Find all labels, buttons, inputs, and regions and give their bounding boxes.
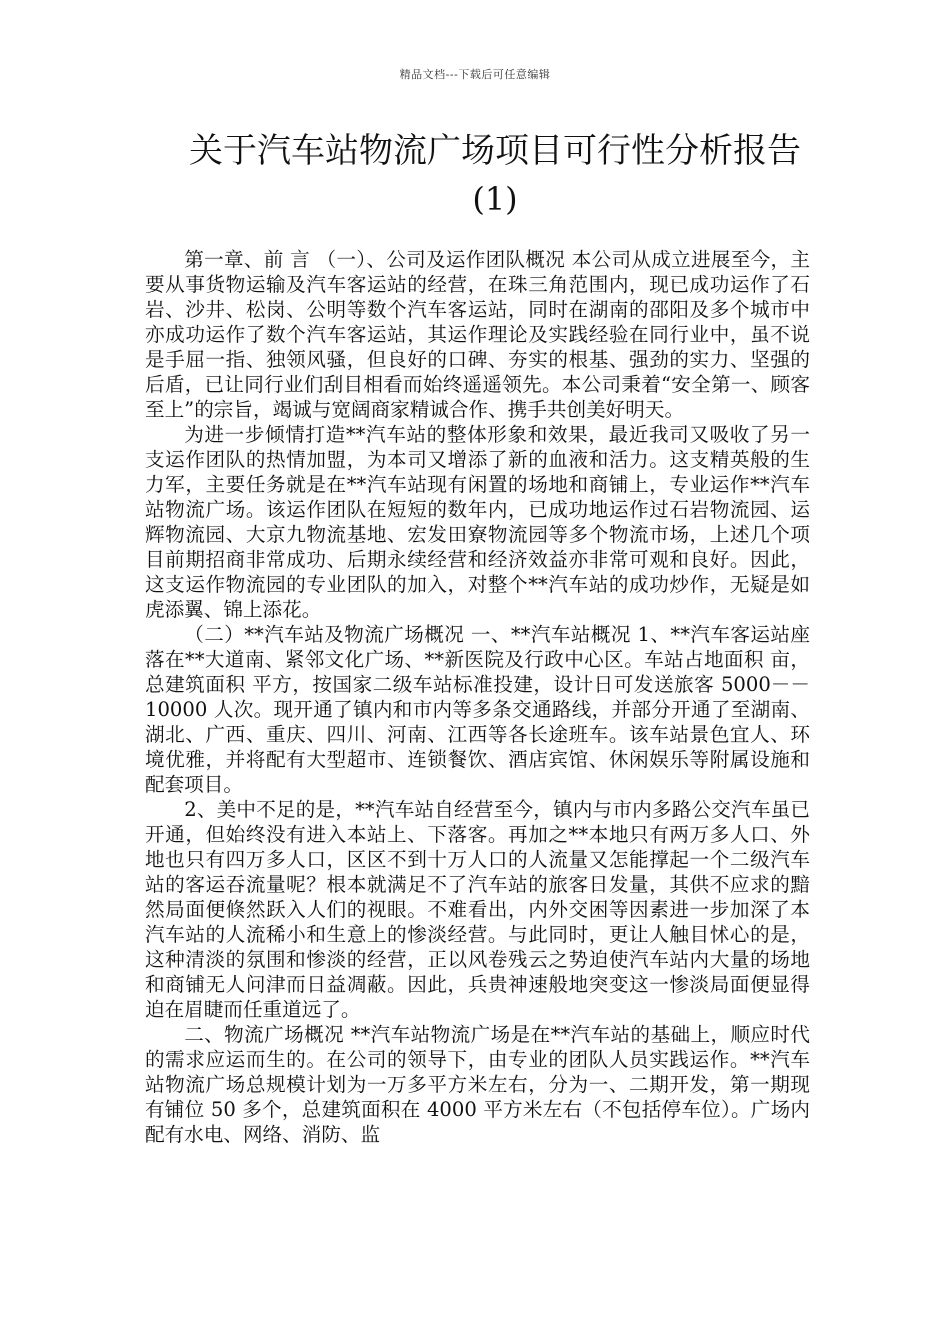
document-title: [95, 128, 895, 222]
paragraph-4: 2、美中不足的是，**汽车站自经营至今，镇内与市内多路公交汽车虽已开通，但始终没有进入本站上、下落客。再加之**本地只有两万多人口、外地也只有四万多人口，区区不到十万人口的人流量又怎能撑起一个二级汽车站的客运吞流量呢？根本就满足不了汽车站的旅客日发量，其供不应求的黯然局面便倏然跃入人们的视眼。不难看出，内外交困等因素进一步加深了本汽车站的人流稀小和生意上的惨淡经营。与此同时，更让人触目怵心的是，这种清淡的氛围和惨淡的经营，正以风卷残云之势迫使汽车站内大量的场地和商铺无人问津而日益凋蔽。因此，兵贵神速般地突变这一惨淡局面便显得迫在眉睫而任重道远了。: [145, 798, 810, 1021]
document-body: [145, 247, 810, 1147]
paragraph-5: 二、物流广场概况 **汽车站物流广场是在**汽车站的基础上，顺应时代的需求应运而生的。在公司的领导下，由专业的团队人员实践运作。**汽车站物流广场总规模计划为一万多平方米左右，分为一、二期开发，第一期现有铺位 50 多个，总建筑面积在 4000 平方米左右（不包括停车位）。广场内配有水电、网络、消防、监: [145, 1023, 810, 1146]
paragraph-3: （二）**汽车站及物流广场概况 一、**汽车站概况 1、**汽车客运站座落在**大道南、紧邻文化广场、**新医院及行政中心区。车站占地面积 亩，总建筑面积 平方，按国家二级车站标准投建，设计日可发送旅客 5000－－10000 人次。现开通了镇内和市内等多条交通路线，并部分开通了至湖南、湖北、广西、重庆、四川、河南、江西等各长途班车。该车站景色宜人、环境优雅，并将配有大型超市、连锁餐饮、酒店宾馆、休闲娱乐等附属设施和配套项目。: [145, 623, 810, 796]
paragraph-1: 第一章、前 言 （一）、公司及运作团队概况 本公司从成立进展至今，主要从事货物运输及汽车客运站的经营，在珠三角范围内，现已成功运作了石岩、沙井、松岗、公明等数个汽车客运站，同时在湖南的邵阳及多个城市中亦成功运作了数个汽车客运站，其运作理论及实践经验在同行业中，虽不说是手屈一指、独领风骚，但良好的口碑、夯实的根基、强劲的实力、坚强的后盾，已让同行业们刮目相看而始终遥遥领先。本公司秉着“安全第一、顾客至上”的宗旨，竭诚与宽阔商家精诚合作、携手共创美好明天。: [145, 248, 810, 421]
title-line-2: (1): [472, 180, 518, 218]
header-note: 精品文档---下载后可任意编辑: [399, 68, 551, 81]
paragraph-2: 为进一步倾情打造**汽车站的整体形象和效果，最近我司又吸收了另一支运作团队的热情加盟，为本司又增添了新的血液和活力。这支精英般的生力军，主要任务就是在**汽车站现有闲置的场地和商铺上，专业运作**汽车站物流广场。该运作团队在短短的数年内，已成功地运作过石岩物流园、运辉物流园、大京九物流基地、宏发田寮物流园等多个物流市场，上述几个项目前期招商非常成功、后期永续经营和经济效益亦非常可观和良好。因此，这支运作物流园的专业团队的加入，对整个**汽车站的成功炒作，无疑是如虎添翼、锦上添花。: [145, 423, 810, 621]
title-line-1: 关于汽车站物流广场项目可行性分析报告: [189, 131, 801, 171]
